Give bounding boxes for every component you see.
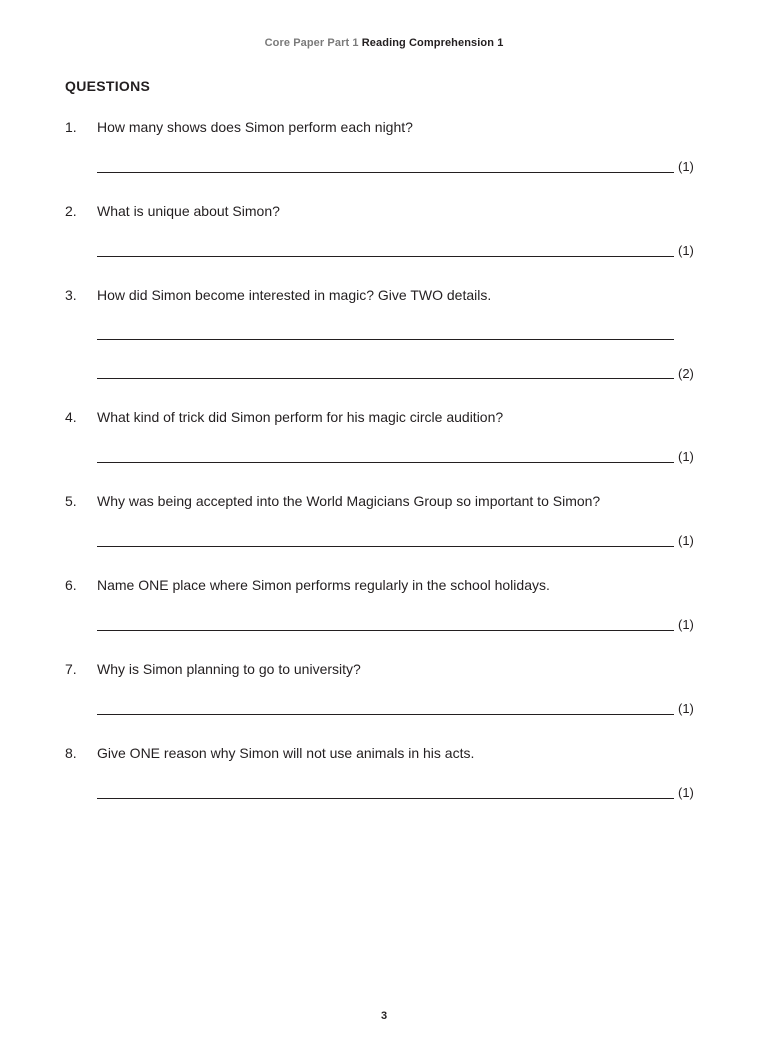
question-number: 4. — [65, 409, 77, 425]
marks-label: (2) — [678, 366, 694, 381]
question-number: 8. — [65, 745, 77, 761]
answer-line[interactable] — [97, 256, 674, 257]
marks-label: (1) — [678, 701, 694, 716]
question-number: 2. — [65, 203, 77, 219]
question-text: How many shows does Simon perform each night? — [97, 119, 413, 135]
marks-label: (1) — [678, 617, 694, 632]
answer-line[interactable] — [97, 172, 674, 173]
marks-label: (1) — [678, 533, 694, 548]
page-number: 3 — [380, 1010, 388, 1022]
header-title: Reading Comprehension 1 — [361, 37, 504, 49]
answer-line[interactable] — [97, 630, 674, 631]
question-text: Why is Simon planning to go to university? — [97, 661, 361, 677]
question-text: What kind of trick did Simon perform for his magic circle audition? — [97, 409, 504, 425]
question-number: 7. — [65, 661, 77, 677]
question-number: 5. — [65, 493, 77, 509]
page-header — [0, 37, 768, 49]
question-text: How did Simon become interested in magic? Give TWO details. — [97, 287, 492, 303]
marks-label: (1) — [678, 243, 694, 258]
marks-label: (1) — [678, 785, 694, 800]
answer-line[interactable] — [97, 798, 674, 799]
marks-label: (1) — [678, 449, 694, 464]
answer-line[interactable] — [97, 714, 674, 715]
answer-line[interactable] — [97, 462, 674, 463]
question-text: Why was being accepted into the World Magicians Group so important to Simon? — [97, 493, 601, 509]
section-title: QUESTIONS — [65, 78, 151, 94]
answer-line[interactable] — [97, 339, 674, 340]
answer-line[interactable] — [97, 546, 674, 547]
header-part: Core Paper Part 1 — [264, 37, 359, 49]
question-number: 6. — [65, 577, 77, 593]
question-number: 1. — [65, 119, 77, 135]
marks-label: (1) — [678, 159, 694, 174]
answer-line[interactable] — [97, 378, 674, 379]
question-number: 3. — [65, 287, 77, 303]
question-text: Name ONE place where Simon performs regularly in the school holidays. — [97, 577, 550, 593]
question-text: Give ONE reason why Simon will not use animals in his acts. — [97, 745, 475, 761]
question-text: What is unique about Simon? — [97, 203, 280, 219]
